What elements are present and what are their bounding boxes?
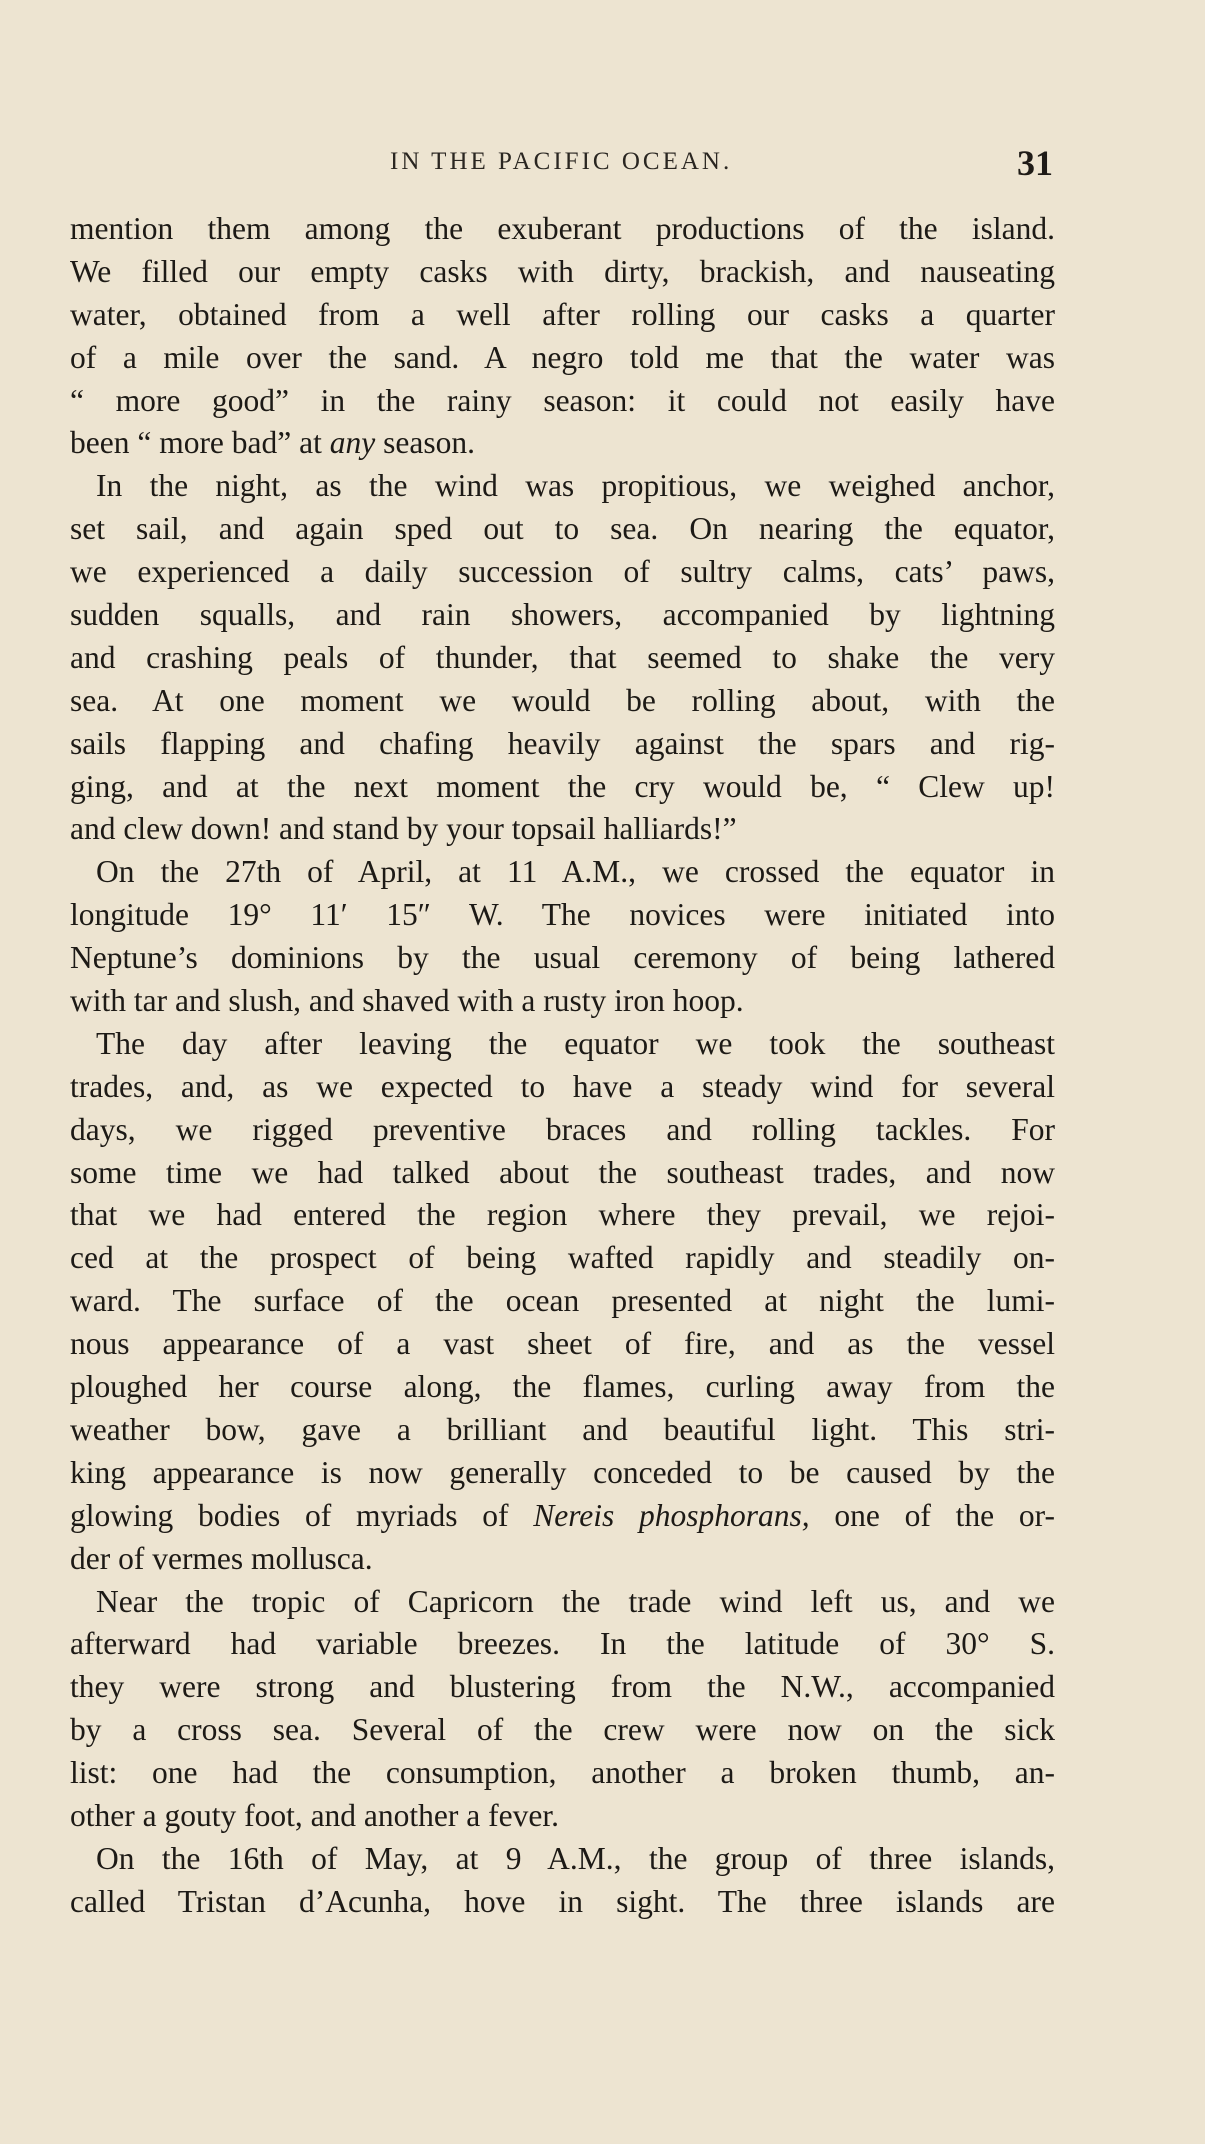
- text-line: [70, 1152, 1055, 1195]
- text-segment: weather bow, gave a brilliant and beautiful light. This stri-: [70, 1411, 1055, 1447]
- text-line: [70, 808, 1055, 851]
- text-line: [70, 937, 1055, 980]
- text-segment: that we had entered the region where they prevail, we rejoi-: [70, 1197, 1055, 1233]
- text-segment: set sail, and again sped out to sea. On nearing the equator,: [70, 511, 1055, 547]
- text-line: [70, 1709, 1055, 1752]
- text-segment: ward. The surface of the ocean presented at night the lumi-: [70, 1283, 1055, 1319]
- text-segment: list: one had the consumption, another a broken thumb, an-: [70, 1755, 1055, 1791]
- text-line: [70, 294, 1055, 337]
- text-segment: ging, and at the next moment the cry would be, “ Clew up!: [70, 768, 1055, 804]
- text-segment: ced at the prospect of being wafted rapidly and steadily on-: [70, 1240, 1055, 1276]
- text-line: [70, 1452, 1055, 1495]
- text-segment: water, obtained from a well after rolling our casks a quarter: [70, 296, 1055, 332]
- text-segment: “ more good” in the rainy season: it could not easily have: [70, 382, 1055, 418]
- text-line: [70, 1795, 1055, 1838]
- text-segment: We filled our empty casks with dirty, brackish, and nauseating: [70, 253, 1055, 289]
- text-line: [70, 1023, 1055, 1066]
- text-segment: with tar and slush, and shaved with a rusty iron hoop.: [70, 983, 744, 1019]
- text-line: [70, 1194, 1055, 1237]
- text-segment: der of vermes mollusca.: [70, 1540, 373, 1576]
- text-line: [70, 1280, 1055, 1323]
- text-segment: been “ more bad” at: [70, 425, 330, 461]
- text-segment: In the night, as the wind was propitious, we weighed anchor,: [96, 468, 1055, 504]
- text-segment: longitude 19° 11′ 15″ W. The novices were initiated into: [70, 897, 1055, 933]
- running-head: [70, 142, 1055, 186]
- text-segment: of a mile over the sand. A negro told me that the water was: [70, 339, 1055, 375]
- italic-text: any: [329, 425, 376, 461]
- text-segment: sails flapping and chafing heavily against the spars and rig-: [70, 725, 1055, 761]
- text-segment: other a gouty foot, and another a fever.: [70, 1797, 559, 1833]
- text-line: [70, 422, 1055, 465]
- text-line: [70, 1409, 1055, 1452]
- text-line: [70, 1495, 1055, 1538]
- body-text: [70, 208, 1055, 1924]
- text-line: [70, 1109, 1055, 1152]
- text-line: [70, 1666, 1055, 1709]
- text-segment: afterward had variable breezes. In the latitude of 30° S.: [70, 1626, 1055, 1662]
- text-segment: and clew down! and stand by your topsail halliards!”: [70, 811, 737, 847]
- text-segment: Neptune’s dominions by the usual ceremony of being lathered: [70, 940, 1055, 976]
- text-segment: On the 27th of April, at 11 A.M., we crossed the equator in: [96, 854, 1055, 890]
- text-segment: some time we had talked about the southeast trades, and now: [70, 1154, 1055, 1190]
- text-line: [70, 337, 1055, 380]
- text-line: [70, 251, 1055, 294]
- text-line: [70, 851, 1055, 894]
- text-segment: days, we rigged preventive braces and rolling tackles. For: [70, 1111, 1055, 1147]
- text-segment: glowing bodies of myriads of: [70, 1497, 534, 1533]
- text-segment: season.: [375, 425, 475, 461]
- text-segment: nous appearance of a vast sheet of fire, and as the vessel: [70, 1326, 1055, 1362]
- text-line: [70, 1881, 1055, 1924]
- text-segment: and crashing peals of thunder, that seemed to shake the very: [70, 639, 1055, 675]
- text-line: [70, 1066, 1055, 1109]
- text-line: [70, 1237, 1055, 1280]
- text-segment: one of the or-: [809, 1497, 1055, 1533]
- text-segment: On the 16th of May, at 9 A.M., the group of three islands,: [96, 1840, 1055, 1876]
- text-line: [70, 980, 1055, 1023]
- text-segment: king appearance is now generally conceded to be caused by the: [70, 1454, 1055, 1490]
- text-line: [70, 1538, 1055, 1581]
- text-line: [70, 1323, 1055, 1366]
- text-line: [70, 465, 1055, 508]
- italic-text: Nereis phosphorans,: [533, 1497, 810, 1533]
- text-line: [70, 1838, 1055, 1881]
- text-line: [70, 380, 1055, 423]
- text-line: [70, 1623, 1055, 1666]
- text-segment: sea. At one moment we would be rolling about, with the: [70, 682, 1055, 718]
- text-segment: The day after leaving the equator we took the southeast: [96, 1025, 1055, 1061]
- text-line: [70, 1752, 1055, 1795]
- text-line: [70, 594, 1055, 637]
- text-line: [70, 894, 1055, 937]
- text-line: [70, 766, 1055, 809]
- text-segment: trades, and, as we expected to have a steady wind for several: [70, 1068, 1055, 1104]
- text-segment: ploughed her course along, the flames, curling away from the: [70, 1369, 1055, 1405]
- text-segment: mention them among the exuberant productions of the island.: [70, 211, 1055, 246]
- text-line: [70, 208, 1055, 251]
- text-line: [70, 1366, 1055, 1409]
- text-line: [70, 551, 1055, 594]
- text-segment: Near the tropic of Capricorn the trade wind left us, and we: [96, 1583, 1055, 1619]
- page-number: 31: [1017, 143, 1053, 183]
- running-title: IN THE PACIFIC OCEAN.: [390, 148, 733, 175]
- text-segment: called Tristan d’Acunha, hove in sight. The three islands are: [70, 1883, 1055, 1919]
- text-line: [70, 723, 1055, 766]
- text-line: [70, 680, 1055, 723]
- text-segment: sudden squalls, and rain showers, accompanied by lightning: [70, 597, 1055, 633]
- text-segment: by a cross sea. Several of the crew were now on the sick: [70, 1712, 1055, 1748]
- text-segment: we experienced a daily succession of sultry calms, cats’ paws,: [70, 554, 1055, 590]
- text-segment: they were strong and blustering from the N.W., accompanied: [70, 1669, 1055, 1705]
- text-line: [70, 508, 1055, 551]
- text-line: [70, 1581, 1055, 1624]
- text-line: [70, 637, 1055, 680]
